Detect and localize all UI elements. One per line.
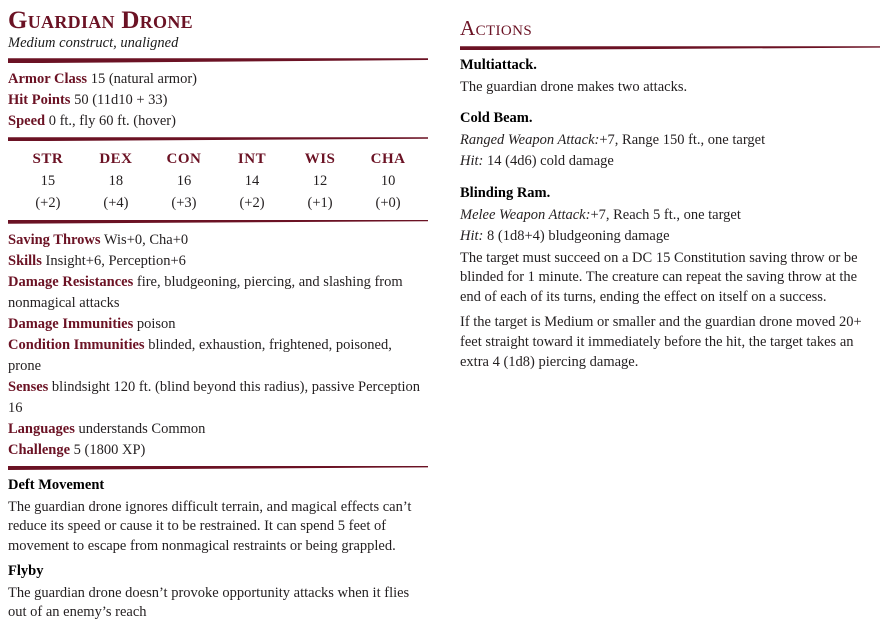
ability-str-score: 15 bbox=[40, 173, 56, 190]
ability-con-name: CON bbox=[166, 151, 202, 168]
hit-points-line bbox=[8, 90, 428, 111]
ability-int-name: INT bbox=[237, 151, 267, 168]
divider-above-traits bbox=[8, 466, 428, 470]
damage-resistances-label: Damage Resistances bbox=[8, 273, 134, 290]
damage-resistances-value: fire, bludgeoning, piercing, and slashing from nonmagical attacks bbox=[8, 273, 403, 311]
ability-con bbox=[150, 147, 218, 215]
core-stats bbox=[8, 69, 428, 132]
trait-flyby bbox=[8, 562, 428, 623]
action-cold-beam-attack-label: Ranged Weapon Attack: bbox=[460, 131, 600, 148]
action-blinding-ram-hit-value: 8 (1d8+4) bludgeoning damage bbox=[483, 228, 670, 245]
armor-class-value: 15 (natural armor) bbox=[90, 71, 197, 88]
languages-value: understands Common bbox=[78, 420, 206, 437]
ability-cha-mod: (+0) bbox=[375, 195, 401, 212]
ability-scores bbox=[8, 147, 428, 215]
divider-below-abilities bbox=[8, 220, 428, 224]
ability-dex-score: 18 bbox=[108, 173, 124, 190]
action-blinding-ram-hit-line bbox=[460, 227, 880, 247]
speed-value: 0 ft., fly 60 ft. (hover) bbox=[48, 113, 176, 130]
action-multiattack bbox=[460, 56, 880, 97]
hit-points-label: Hit Points bbox=[8, 92, 71, 109]
action-cold-beam-attack-value: +7, Range 150 ft., one target bbox=[599, 131, 766, 148]
action-cold-beam-name: Cold Beam. bbox=[460, 110, 533, 127]
skills-line bbox=[8, 251, 428, 272]
ability-str-name: STR bbox=[32, 151, 64, 168]
paragraph-spacer bbox=[460, 307, 880, 311]
condition-immunities-line bbox=[8, 335, 428, 377]
action-blinding-ram-effect-1: The target must succeed on a DC 15 Constitution saving throw or be blinded for 1 minute. The creature can repeat the saving throw at the end of each of its turns, ending the effect on itself on a success. bbox=[460, 249, 858, 305]
saving-throws-line bbox=[8, 230, 428, 251]
trait-deft-movement-text: The guardian drone ignores difficult terrain, and magical effects can’t reduce its speed or cause it to be restrained. It can spend 5 feet of movement to escape from nonmagical restraints or being grappled. bbox=[8, 498, 412, 554]
action-cold-beam-hit-line bbox=[460, 152, 880, 172]
trait-flyby-text: The guardian drone doesn’t provoke opportunity attacks when it flies out of an enemy’s reach bbox=[8, 584, 410, 621]
divider-above-abilities bbox=[8, 137, 428, 141]
action-blinding-ram-attack-label: Melee Weapon Attack: bbox=[460, 206, 591, 223]
skills-value: Insight+6, Perception+6 bbox=[45, 252, 186, 269]
speed-label: Speed bbox=[8, 113, 46, 130]
damage-immunities-label: Damage Immunities bbox=[8, 315, 134, 332]
ability-int-mod: (+2) bbox=[239, 195, 265, 212]
actions-heading: Actions bbox=[460, 16, 533, 40]
ability-int-score: 14 bbox=[244, 173, 260, 190]
ability-cha-score: 10 bbox=[380, 173, 396, 190]
ability-str-mod: (+2) bbox=[35, 195, 61, 212]
skills-label: Skills bbox=[8, 252, 42, 269]
damage-resistances-line bbox=[8, 272, 428, 314]
stat-block-right-column bbox=[440, 6, 880, 384]
ability-wis bbox=[286, 147, 354, 215]
armor-class-label: Armor Class bbox=[8, 71, 88, 88]
action-blinding-ram-attack-line bbox=[460, 206, 880, 226]
stat-block-left-column bbox=[8, 6, 440, 627]
challenge-line bbox=[8, 440, 428, 461]
trait-deft-movement-name: Deft Movement bbox=[8, 476, 105, 493]
trait-flyby-name: Flyby bbox=[8, 563, 44, 580]
condition-immunities-value: blinded, exhaustion, frightened, poisoned, prone bbox=[8, 336, 392, 374]
action-blinding-ram-hit-label: Hit: bbox=[460, 228, 484, 245]
condition-immunities-label: Condition Immunities bbox=[8, 336, 145, 353]
action-blinding-ram-effect-2: If the target is Medium or smaller and the guardian drone moved 20+ feet straight toward it immediately before the hit, the target takes an extra 4 (1d8) piercing damage. bbox=[460, 314, 862, 370]
action-cold-beam-hit-label: Hit: bbox=[460, 153, 484, 170]
action-cold-beam bbox=[460, 109, 880, 172]
ability-con-mod: (+3) bbox=[171, 195, 197, 212]
ability-int bbox=[218, 147, 286, 215]
senses-label: Senses bbox=[8, 378, 49, 395]
challenge-label: Challenge bbox=[8, 441, 71, 458]
action-blinding-ram-name: Blinding Ram. bbox=[460, 185, 551, 201]
trait-deft-movement bbox=[8, 476, 428, 556]
secondary-stats bbox=[8, 230, 428, 461]
speed-line bbox=[8, 111, 428, 132]
ability-cha bbox=[354, 147, 422, 215]
hit-points-value: 50 (11d10 + 33) bbox=[74, 92, 168, 109]
senses-value: blindsight 120 ft. (blind beyond this radius), passive Perception 16 bbox=[8, 378, 421, 416]
creature-name: Guardian Drone bbox=[8, 7, 193, 34]
ability-dex bbox=[82, 147, 150, 215]
divider-top bbox=[8, 58, 428, 63]
ability-dex-mod: (+4) bbox=[103, 195, 129, 212]
saving-throws-label: Saving Throws bbox=[8, 231, 101, 248]
senses-line bbox=[8, 377, 428, 419]
ability-wis-score: 12 bbox=[312, 173, 328, 190]
damage-immunities-line bbox=[8, 314, 428, 335]
action-blinding-ram bbox=[460, 184, 880, 372]
languages-label: Languages bbox=[8, 420, 75, 437]
saving-throws-value: Wis+0, Cha+0 bbox=[103, 231, 189, 248]
action-multiattack-name: Multiattack. bbox=[460, 57, 537, 74]
ability-str bbox=[14, 147, 82, 215]
damage-immunities-value: poison bbox=[136, 315, 176, 332]
action-multiattack-text: The guardian drone makes two attacks. bbox=[460, 78, 688, 95]
ability-wis-mod: (+1) bbox=[307, 195, 333, 212]
ability-cha-name: CHA bbox=[370, 151, 406, 168]
armor-class-line bbox=[8, 69, 428, 90]
action-blinding-ram-attack-value: +7, Reach 5 ft., one target bbox=[590, 206, 741, 223]
action-cold-beam-attack-line bbox=[460, 131, 880, 151]
ability-con-score: 16 bbox=[176, 173, 192, 190]
challenge-value: 5 (1800 XP) bbox=[73, 441, 146, 458]
divider-actions bbox=[460, 46, 880, 50]
ability-dex-name: DEX bbox=[99, 151, 133, 168]
ability-wis-name: WIS bbox=[304, 151, 336, 168]
action-cold-beam-hit-value: 14 (4d6) cold damage bbox=[483, 153, 614, 170]
creature-type-line: Medium construct, unaligned bbox=[8, 35, 179, 52]
languages-line bbox=[8, 419, 428, 440]
